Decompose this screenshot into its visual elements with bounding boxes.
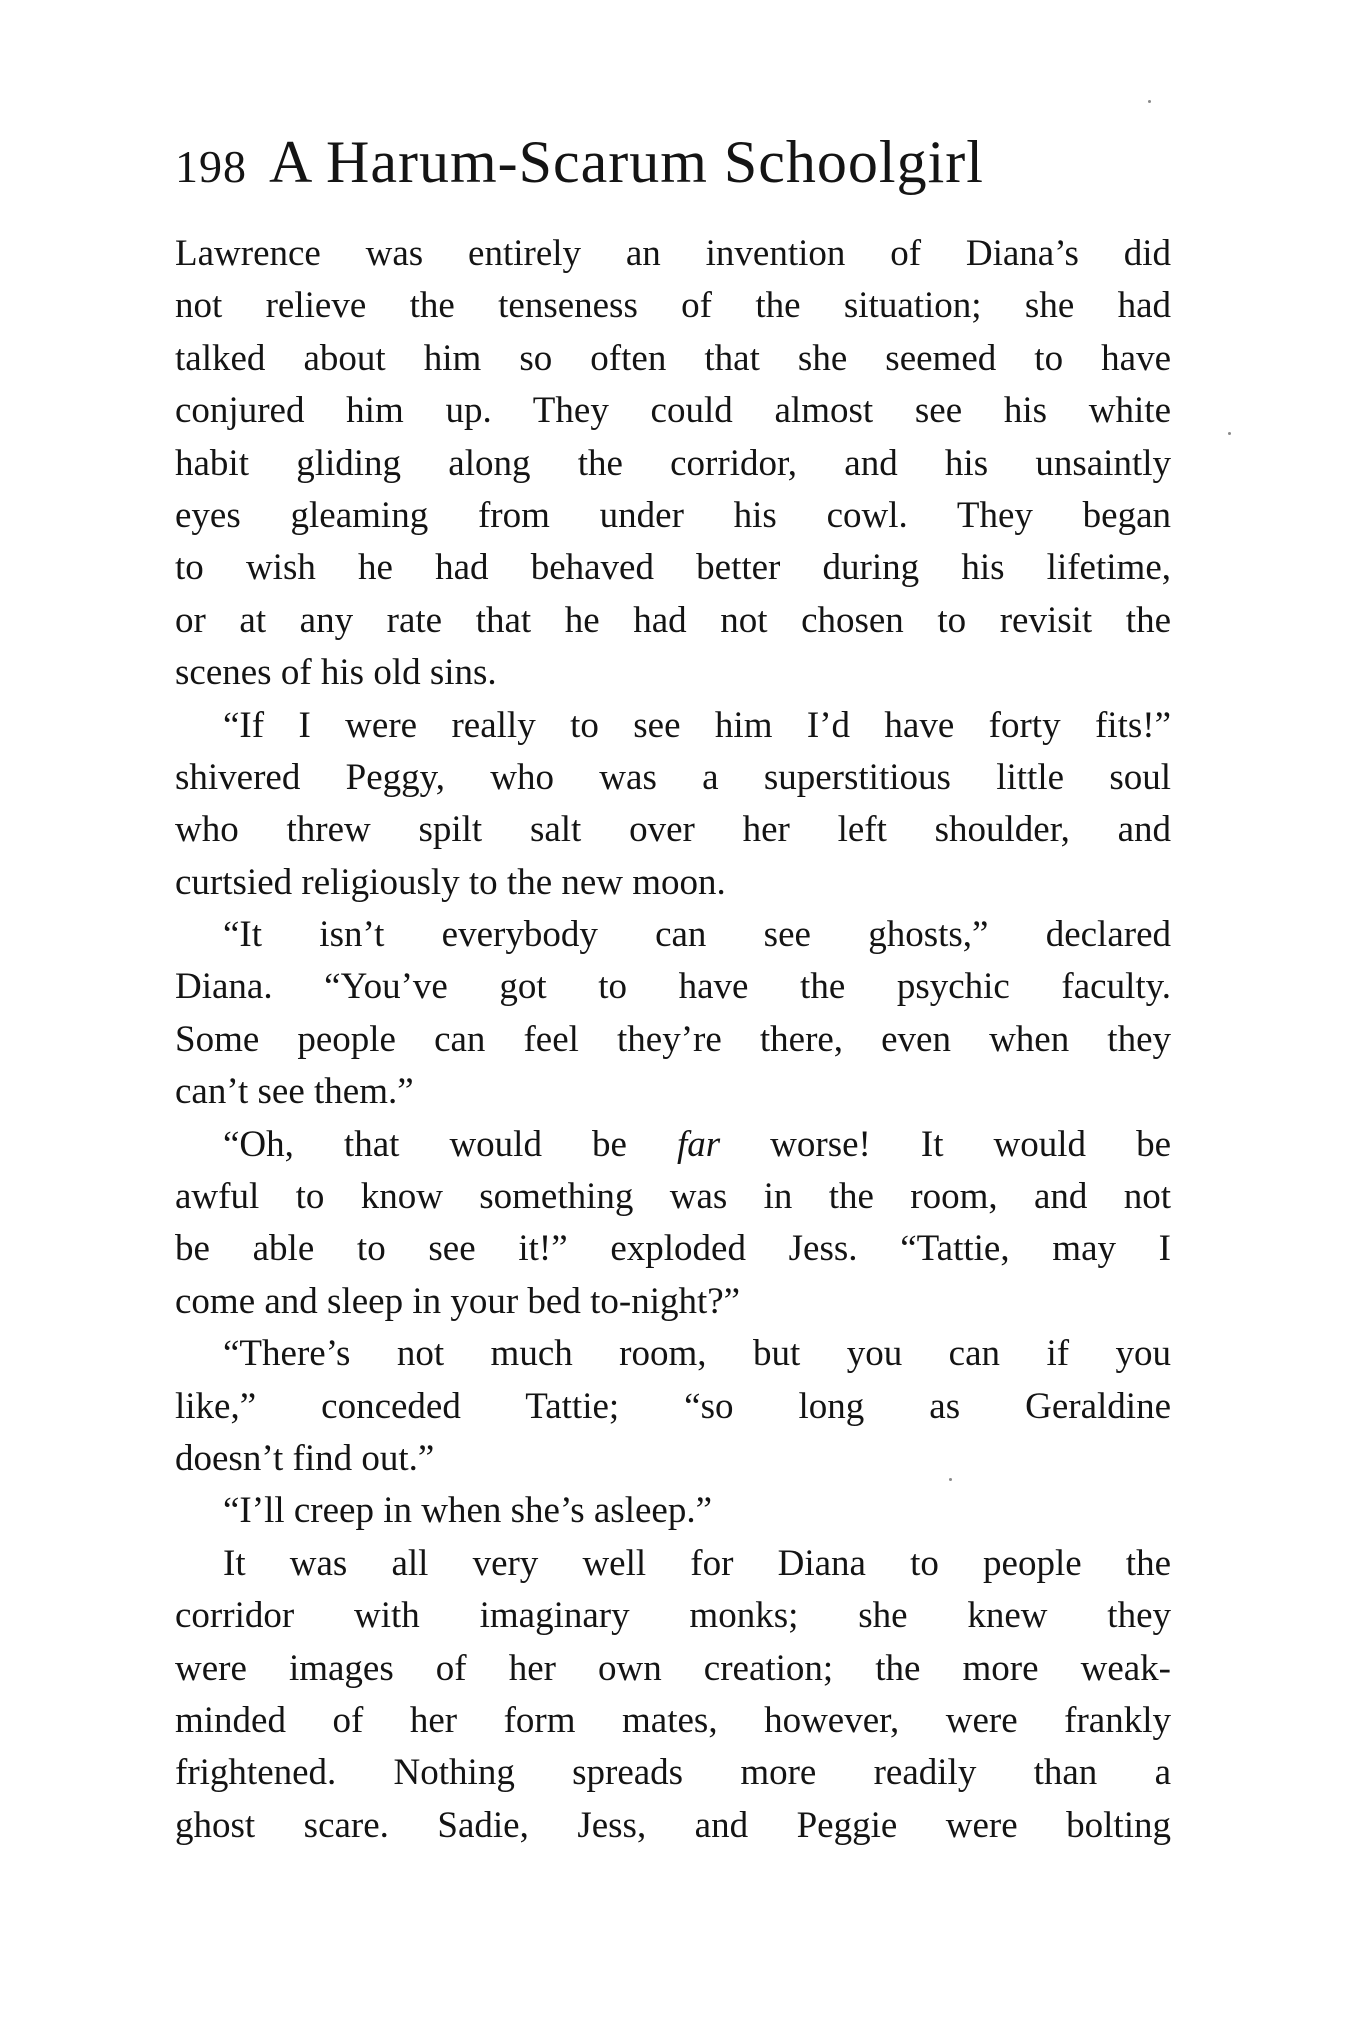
text-line: minded of her form mates, however, were frankly [175,1699,1171,1741]
page-number: 198 [175,141,247,192]
text-line: scenes of his old sins. [175,652,497,694]
text-line: It was all very well for Diana to people the [223,1542,1171,1584]
text-line: Diana. “You’ve got to have the psychic faculty. [175,966,1171,1008]
text-line: were images of her own creation; the more weak- [175,1647,1171,1689]
body-text [175,228,1171,1852]
text-line: shivered Peggy, who was a superstitious little soul [175,756,1171,798]
text-line: doesn’t find out.” [175,1437,435,1479]
text-line: eyes gleaming from under his cowl. They began [175,494,1171,536]
text-line: who threw spilt salt over her left shoulder, and [175,809,1171,851]
print-speck [1148,100,1151,103]
running-head [175,128,1175,198]
italic-word: far [676,1123,721,1165]
text-line: come and sleep in your bed to-night?” [175,1280,741,1322]
text-line: be able to see it!” exploded Jess. “Tattie, may I [175,1228,1171,1270]
print-speck [949,1478,952,1481]
text-line: not relieve the tenseness of the situation; she had [175,285,1171,327]
text-line: frightened. Nothing spreads more readily than a [175,1752,1171,1794]
text-line: talked about him so often that she seemed to have [175,337,1171,379]
text-line: “If I were really to see him I’d have forty fits!” [223,704,1171,746]
book-title: A Harum-Scarum Schoolgirl [269,129,984,195]
text-line: Lawrence was entirely an invention of Diana’s did [175,233,1171,274]
text-line: to wish he had behaved better during his lifetime, [175,547,1171,589]
text-line: curtsied religiously to the new moon. [175,861,726,903]
text-line: corridor with imaginary monks; she knew they [175,1595,1171,1637]
text-line: conjured him up. They could almost see his white [175,390,1171,432]
text-line: habit gliding along the corridor, and his unsaintly [175,442,1171,484]
text-line: or at any rate that he had not chosen to revisit the [175,599,1171,641]
print-speck [1228,432,1231,435]
text-line: “It isn’t everybody can see ghosts,” declared [223,914,1171,956]
text-line: ghost scare. Sadie, Jess, and Peggie were bolting [175,1804,1171,1846]
text-line: “There’s not much room, but you can if you [223,1333,1171,1375]
text-line: “Oh, that would be far worse! It would be [223,1123,1171,1165]
text-line: like,” conceded Tattie; “so long as Geraldine [175,1385,1171,1427]
text-line: awful to know something was in the room, and not [175,1176,1171,1218]
text-line: “I’ll creep in when she’s asleep.” [223,1490,713,1532]
text-line: can’t see them.” [175,1071,414,1113]
text-line: Some people can feel they’re there, even when they [175,1018,1171,1060]
